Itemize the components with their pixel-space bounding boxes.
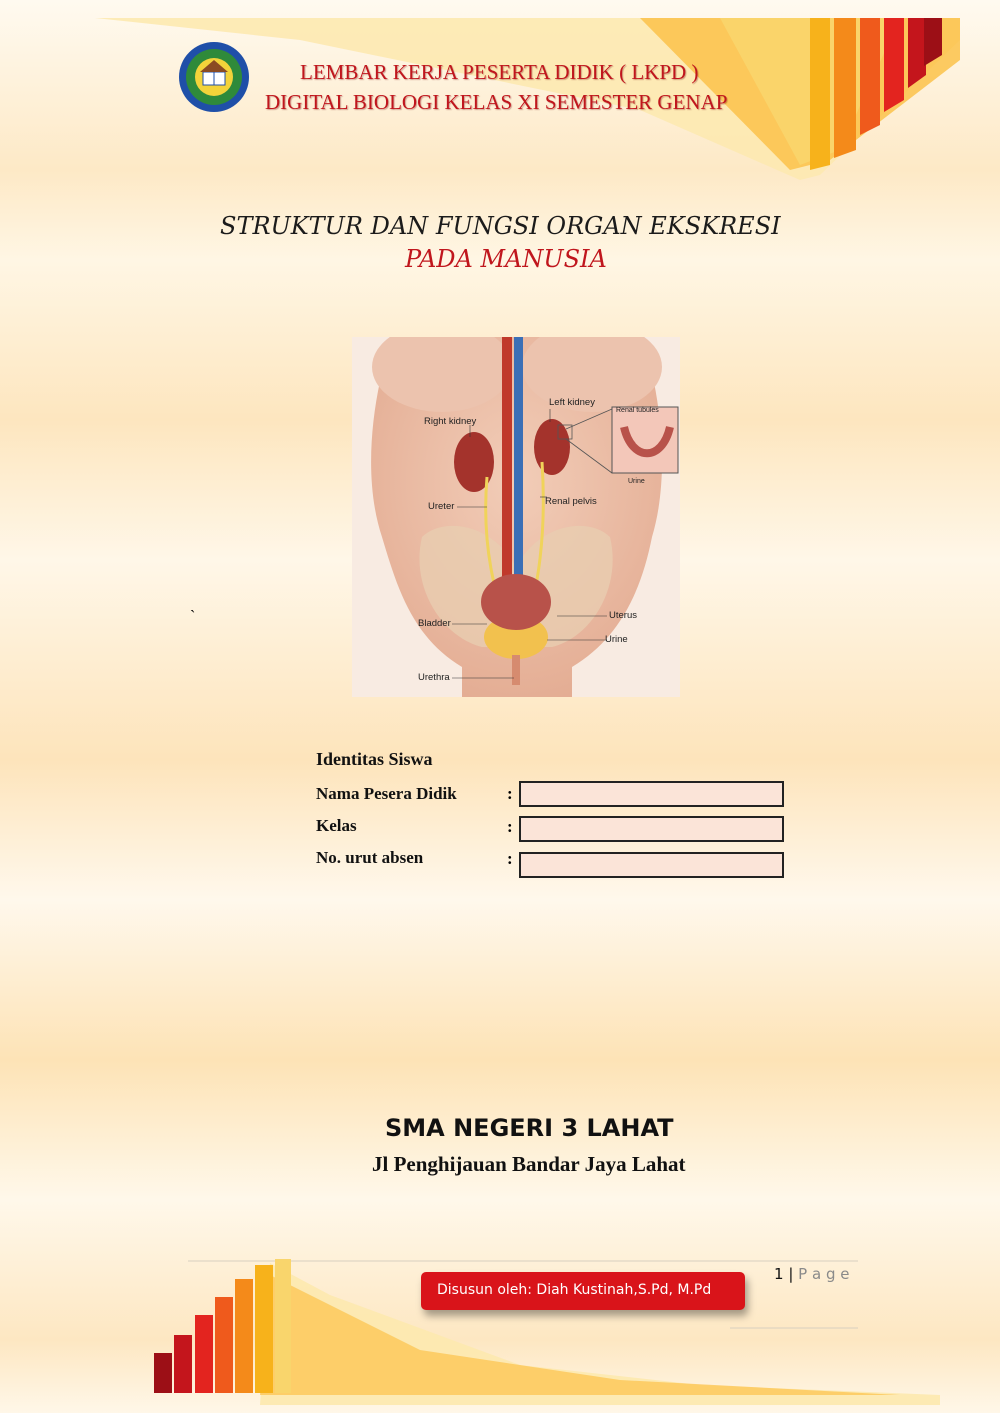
label-ureter: Ureter [428,501,455,512]
document-title: STRUKTUR DAN FUNGSI ORGAN EKSKRESI [220,212,781,240]
school-emblem-icon [176,40,252,114]
label-uterus: Uterus [609,610,637,621]
page-separator: | [788,1265,794,1283]
field-colon-name: : [507,784,513,803]
label-urethra: Urethra [418,672,450,683]
label-left-kidney: Left kidney [549,397,595,408]
stray-mark: ` [190,608,196,625]
label-bladder: Bladder [418,618,451,629]
school-address: Jl Penghijauan Bandar Jaya Lahat [372,1152,686,1176]
author-text: Disusun oleh: Diah Kustinah,S.Pd, M.Pd [437,1282,712,1298]
page-number-block [774,1265,849,1283]
label-renal-pelvis: Renal pelvis [545,496,597,507]
label-right-kidney: Right kidney [424,416,477,427]
anatomy-illustration [352,337,680,697]
header-line-2: DIGITAL BIOLOGI KELAS XI SEMESTER GENAP [265,90,728,114]
name-input[interactable] [519,781,784,807]
field-colon-class: : [507,817,513,836]
field-label-name: Nama Pesera Didik [316,784,457,803]
label-renal-tubules: Renal tubules [616,407,659,414]
author-badge [421,1272,745,1310]
document-subtitle: PADA MANUSIA [405,245,607,273]
urinary-system-figure [352,337,680,697]
page-number: 1 [774,1265,784,1283]
header-line-1: LEMBAR KERJA PESERTA DIDIK ( LKPD ) [300,60,699,84]
page-label: P a g e [798,1265,850,1283]
field-label-absen: No. urut absen [316,848,424,867]
field-colon-absen: : [507,849,513,868]
school-name: SMA NEGERI 3 LAHAT [385,1114,674,1142]
label-urine-inset: Urine [628,478,645,485]
field-label-class: Kelas [316,816,357,835]
absen-input[interactable] [519,852,784,878]
identity-heading: Identitas Siswa [316,749,433,769]
label-urine: Urine [605,634,628,645]
class-input[interactable] [519,816,784,842]
